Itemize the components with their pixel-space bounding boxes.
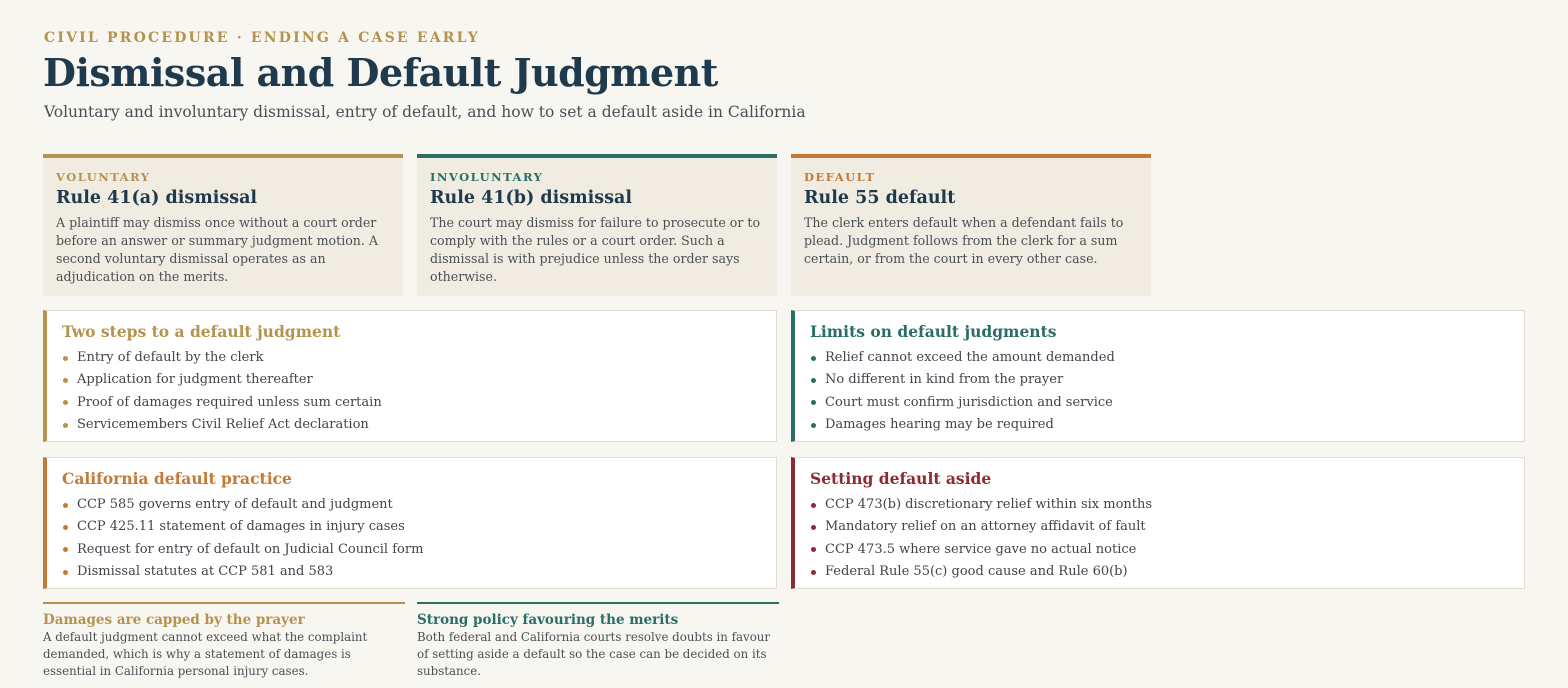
list-item-text: Proof of damages required unless sum certain [77,394,382,410]
list-item-text: CCP 585 governs entry of default and judgment [77,497,393,512]
list-item-text: Request for entry of default on Judicial Council form [77,541,424,557]
list-item-text: Court must confirm jurisdiction and service [825,394,1113,410]
bullet-list [62,347,760,437]
list-item [62,414,760,436]
list-item [62,516,760,538]
list-item-text: Dismissal statutes at CCP 581 and 583 [77,564,334,580]
page-title: Dismissal and Default Judgment [43,50,718,95]
card-body: The clerk enters default when a defendant fails to plead. Judgment follows from the clerk for a sum certain, or from the court in every other case. [804,215,1124,266]
card-default [791,154,1151,296]
list-item-text: Federal Rule 55(c) good cause and Rule 60(b) [825,564,1128,580]
list-item [810,539,1508,561]
note-title: Strong policy favouring the merits [417,612,679,628]
panel-title: Limits on default judgments [810,322,1057,341]
note-body: A default judgment cannot exceed what the complaint demanded, which is why a statement of damages is essential in California personal injury cases. [43,630,368,678]
list-item [62,494,760,516]
list-item [810,516,1508,538]
card-body: A plaintiff may dismiss once without a court order before an answer or summary judgment motion. A second voluntary dismissal operates as an adjudication on the merits. [56,215,379,284]
list-item-text: Damages hearing may be required [825,417,1054,433]
list-item-text: No different in kind from the prayer [825,372,1064,388]
panel-title: California default practice [62,469,292,488]
list-item [810,369,1508,391]
list-item-text: Entry of default by the clerk [77,350,264,365]
list-item-text: Relief cannot exceed the amount demanded [825,350,1115,365]
card-kicker: VOLUNTARY [56,170,151,184]
list-item-text: CCP 425.11 statement of damages in injury cases [77,519,405,535]
list-item [810,347,1508,369]
list-item [62,561,760,583]
list-item-text: Application for judgment thereafter [77,372,313,388]
card-body: The court may dismiss for failure to prosecute or to comply with the rules or a court order. Such a dismissal is with prejudice unless the order says otherwise. [430,215,761,284]
card-kicker: INVOLUNTARY [430,170,544,184]
card-involuntary [417,154,777,296]
list-item-text: Servicemembers Civil Relief Act declaration [77,417,369,433]
list-item [810,392,1508,414]
panel-two-steps [43,310,777,442]
list-item-text: Mandatory relief on an attorney affidavit of fault [825,519,1146,535]
list-item [810,414,1508,436]
bullet-list [62,494,760,584]
note-damages-cap [43,602,405,680]
note-merits-policy [417,602,779,680]
list-item [810,561,1508,583]
panel-title: Setting default aside [810,469,992,488]
list-item [62,539,760,561]
list-item [62,369,760,391]
card-voluntary [43,154,403,296]
bullet-list [810,494,1508,584]
card-title: Rule 41(b) dismissal [430,188,632,208]
panel-setting-aside [791,457,1525,589]
bullet-list [810,347,1508,437]
list-item-text: CCP 473(b) discretionary relief within six months [825,497,1153,512]
list-item [62,347,760,369]
panel-limits [791,310,1525,442]
card-kicker: DEFAULT [804,170,876,184]
eyebrow: CIVIL PROCEDURE · ENDING A CASE EARLY [44,30,480,46]
page-subtitle: Voluntary and involuntary dismissal, entry of default, and how to set a default aside in California [44,103,806,121]
card-title: Rule 55 default [804,188,956,208]
panel-title: Two steps to a default judgment [62,322,341,341]
panel-california-practice [43,457,777,589]
note-body: Both federal and California courts resolve doubts in favour of setting aside a default so the case can be decided on its substance. [417,630,771,678]
list-item [62,392,760,414]
note-title: Damages are capped by the prayer [43,612,305,628]
list-item-text: CCP 473.5 where service gave no actual notice [825,541,1137,557]
list-item [810,494,1508,516]
card-title: Rule 41(a) dismissal [56,188,258,208]
